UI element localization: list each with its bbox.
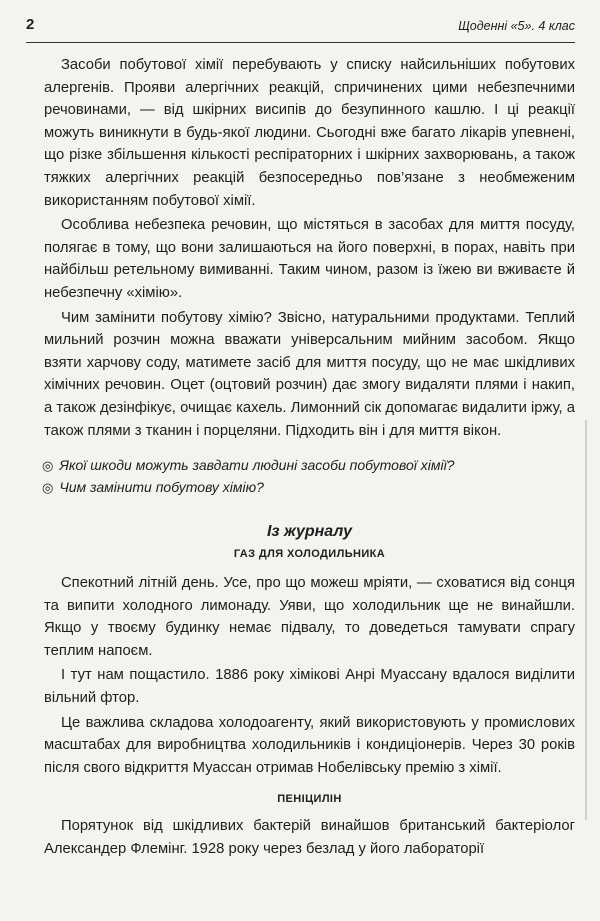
- target-bullet-icon: ◎: [42, 479, 54, 495]
- section-heading: ГАЗ ДЛЯ ХОЛОДИЛЬНИКА: [233, 548, 386, 561]
- journal-paragraph: Це важлива складова холодоагенту, який використовують у промислових масштабах для виробництва холодильників і кондиціонерів. Через 30 років після свого відкриття Муассан отримав Нобелівську премію з хімії.: [44, 714, 575, 776]
- journal-paragraph: І тут нам пощастило. 1886 року хімікові Анрі Муассану вдалося виділити вільний фтор.: [44, 667, 575, 707]
- journal-paragraph: Спекотний літній день. Усе, про що можеш мріяти, — сховатися від сонця та випити холодного лимонаду. Уяви, що холодильник ще не винайшли. Якщо у твоєму будинку немає підвалу, то доведеться тамувати спрагу теплим напоєм.: [44, 575, 575, 659]
- body-paragraph: Чим замінити побутову хімію? Звісно, натуральними продуктами. Теплий мильний розчин можна вважати універсальним мийним засобом. Якщо взяти харчову соду, матимете засіб для миття посуду, що не має шкідливих хімічних речовин. Оцет (оцтовий розчин) дає змогу видаляти плями і накип, а також дезінфікує, очищає кахель. Лимонний сік допомагає видалити іржу, а також плями з тканин і порцеляни. Підходить він і для миття вікон.: [44, 309, 575, 439]
- margin-rule: [585, 420, 587, 820]
- question-item: [42, 455, 575, 477]
- question-list: [42, 455, 575, 498]
- question-item: [42, 477, 575, 499]
- section-heading: ПЕНІЦИЛІН: [277, 793, 342, 806]
- header-rule: [26, 42, 575, 43]
- page-number: 2: [26, 16, 35, 33]
- page-body: [44, 54, 575, 861]
- running-head: Щоденні «5». 4 клас: [458, 19, 575, 33]
- page-header: [26, 10, 575, 34]
- question-text: Якої шкоди можуть завдати людині засоби побутової хімії?: [59, 457, 455, 474]
- body-paragraph: Особлива небезпека речовин, що містяться в засобах для миття посуду, полягає в тому, що вони залишаються на його поверхні, в порах, навіть при найбільш ретельному вимиванні. Таким чином, разом із їжею ви вживаєте й небезпечну «хімію».: [44, 217, 575, 301]
- journal-title: Із журналу: [266, 523, 353, 541]
- journal-paragraph: Порятунок від шкідливих бактерій винайшов британський бактеріолог Александер Флемінг. 1928 року через безлад у його лабораторії: [44, 818, 575, 858]
- target-bullet-icon: ◎: [42, 458, 54, 474]
- question-text: Чим замінити побутову хімію?: [59, 478, 264, 495]
- body-paragraph: Засоби побутової хімії перебувають у списку найсильніших побутових алергенів. Прояви алергічних реакцій, спричинених цими небезпечними речовинами, — від шкірних висипів до безупинного кашлю. І ці реакції можуть виникнути в будь-якої людини. Сьогодні вже багато лікарів упевнені, що різке збільшення кількості респіраторних і шкірних захворювань, а також тяжких алергічних реакцій безпосередньо пов’язане з необмеженим використанням побутової хімії.: [44, 57, 575, 209]
